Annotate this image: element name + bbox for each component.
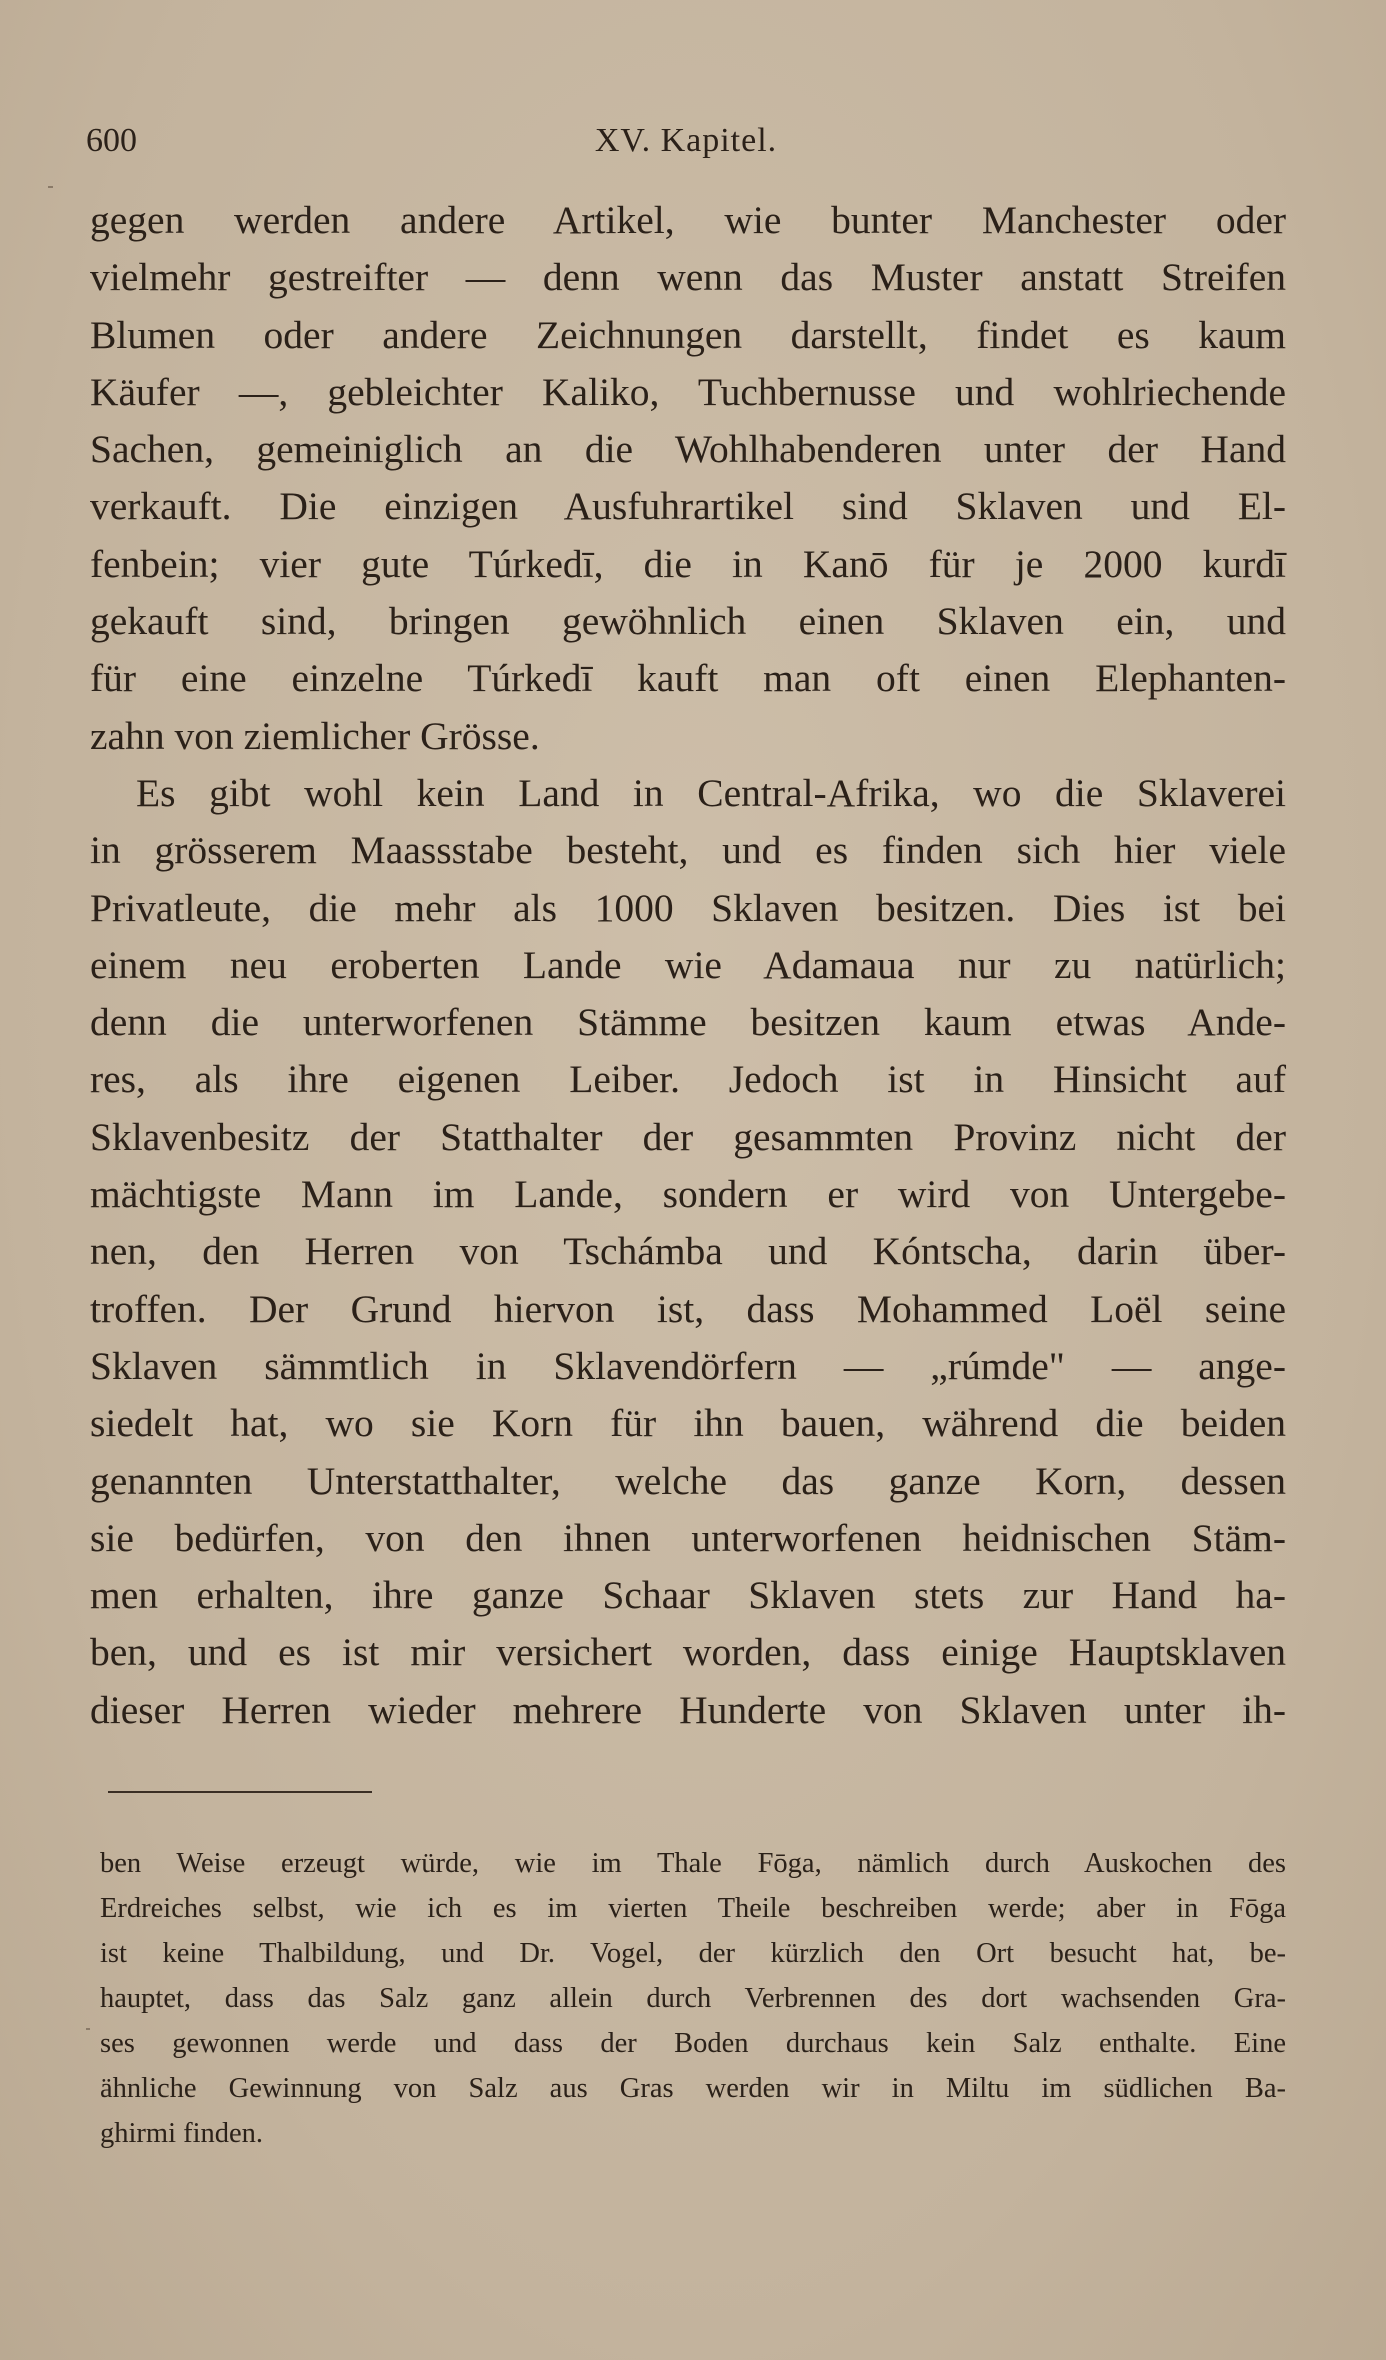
text-line: in grösserem Maassstabe besteht, und es finden sich hier viele	[90, 828, 1286, 873]
text-line: sie bedürfen, von den ihnen unterworfenen heidnischen Stäm-	[90, 1515, 1286, 1560]
text-line: verkauft. Die einzigen Ausfuhrartikel sind Sklaven und El-	[90, 484, 1286, 529]
text-line: dieser Herren wieder mehrere Hunderte von Sklaven unter ih-	[90, 1687, 1286, 1732]
text-line: Sklavenbesitz der Statthalter der gesammten Provinz nicht der	[90, 1114, 1286, 1159]
text-line: siedelt hat, wo sie Korn für ihn bauen, während die beiden	[90, 1401, 1286, 1446]
text-line: ben, und es ist mir versichert worden, dass einige Hauptsklaven	[90, 1630, 1286, 1675]
footnote	[100, 1841, 1286, 2156]
text-line: Privatleute, die mehr als 1000 Sklaven besitzen. Dies ist bei	[90, 885, 1286, 930]
text-line: Es gibt wohl kein Land in Central-Afrika, wo die Sklaverei	[136, 770, 1286, 815]
footnote-line: hauptet, dass das Salz ganz allein durch Verbrennen des dort wachsenden Gra-	[100, 1983, 1286, 2014]
footnote-divider	[108, 1791, 372, 1793]
footnote-line: ghirmi finden.	[100, 2118, 264, 2149]
text-line: Käufer —, gebleichter Kaliko, Tuchbernusse und wohlriechende	[90, 369, 1286, 414]
text-line: gekauft sind, bringen gewöhnlich einen Sklaven ein, und	[90, 599, 1286, 644]
text-line: men erhalten, ihre ganze Schaar Sklaven stets zur Hand ha-	[90, 1573, 1286, 1618]
paper-speck	[48, 186, 53, 188]
text-line: vielmehr gestreifter — denn wenn das Muster anstatt Streifen	[90, 255, 1286, 300]
text-line: fenbein; vier gute Túrkedī, die in Kanō für je 2000 kurdī	[90, 541, 1286, 586]
running-head	[86, 118, 1286, 164]
chapter-title: XV. Kapitel.	[594, 122, 778, 159]
text-line: Sklaven sämmtlich in Sklavendörfern — „rúmde" — ange-	[90, 1343, 1286, 1388]
text-line: gegen werden andere Artikel, wie bunter Manchester oder	[90, 198, 1286, 242]
main-text	[90, 192, 1286, 1739]
paper-speck	[86, 2028, 90, 2030]
text-line: nen, den Herren von Tschámba und Kóntscha, darin über-	[90, 1229, 1286, 1274]
footnote-line: ist keine Thalbildung, und Dr. Vogel, der kürzlich den Ort besucht hat, be-	[100, 1938, 1286, 1969]
text-line: Blumen oder andere Zeichnungen darstellt, findet es kaum	[90, 312, 1286, 357]
footnote-line: Erdreiches selbst, wie ich es im vierten Theile beschreiben werde; aber in Fōga	[100, 1893, 1286, 1924]
footnote-line: ses gewonnen werde und dass der Boden durchaus kein Salz enthalte. Eine	[100, 2028, 1286, 2059]
text-line: für eine einzelne Túrkedī kauft man oft einen Elephanten-	[90, 656, 1286, 701]
text-line: zahn von ziemlicher Grösse.	[90, 713, 540, 758]
text-line: einem neu eroberten Lande wie Adamaua nur zu natürlich;	[90, 942, 1286, 987]
footnote-line: ähnliche Gewinnung von Salz aus Gras werden wir in Miltu im südlichen Ba-	[100, 2073, 1286, 2104]
text-line: res, als ihre eigenen Leiber. Jedoch ist in Hinsicht auf	[90, 1057, 1286, 1102]
text-line: genannten Unterstatthalter, welche das ganze Korn, dessen	[90, 1458, 1286, 1503]
text-line: troffen. Der Grund hiervon ist, dass Mohammed Loël seine	[90, 1286, 1286, 1331]
footnote-line: ben Weise erzeugt würde, wie im Thale Fōga, nämlich durch Auskochen des	[100, 1848, 1286, 1879]
text-line: Sachen, gemeiniglich an die Wohlhabenderen unter der Hand	[90, 427, 1286, 472]
text-line: denn die unterworfenen Stämme besitzen kaum etwas Ande-	[90, 1000, 1286, 1045]
page-number: 600	[86, 122, 137, 159]
text-line: mächtigste Mann im Lande, sondern er wird von Untergebe-	[90, 1172, 1286, 1217]
